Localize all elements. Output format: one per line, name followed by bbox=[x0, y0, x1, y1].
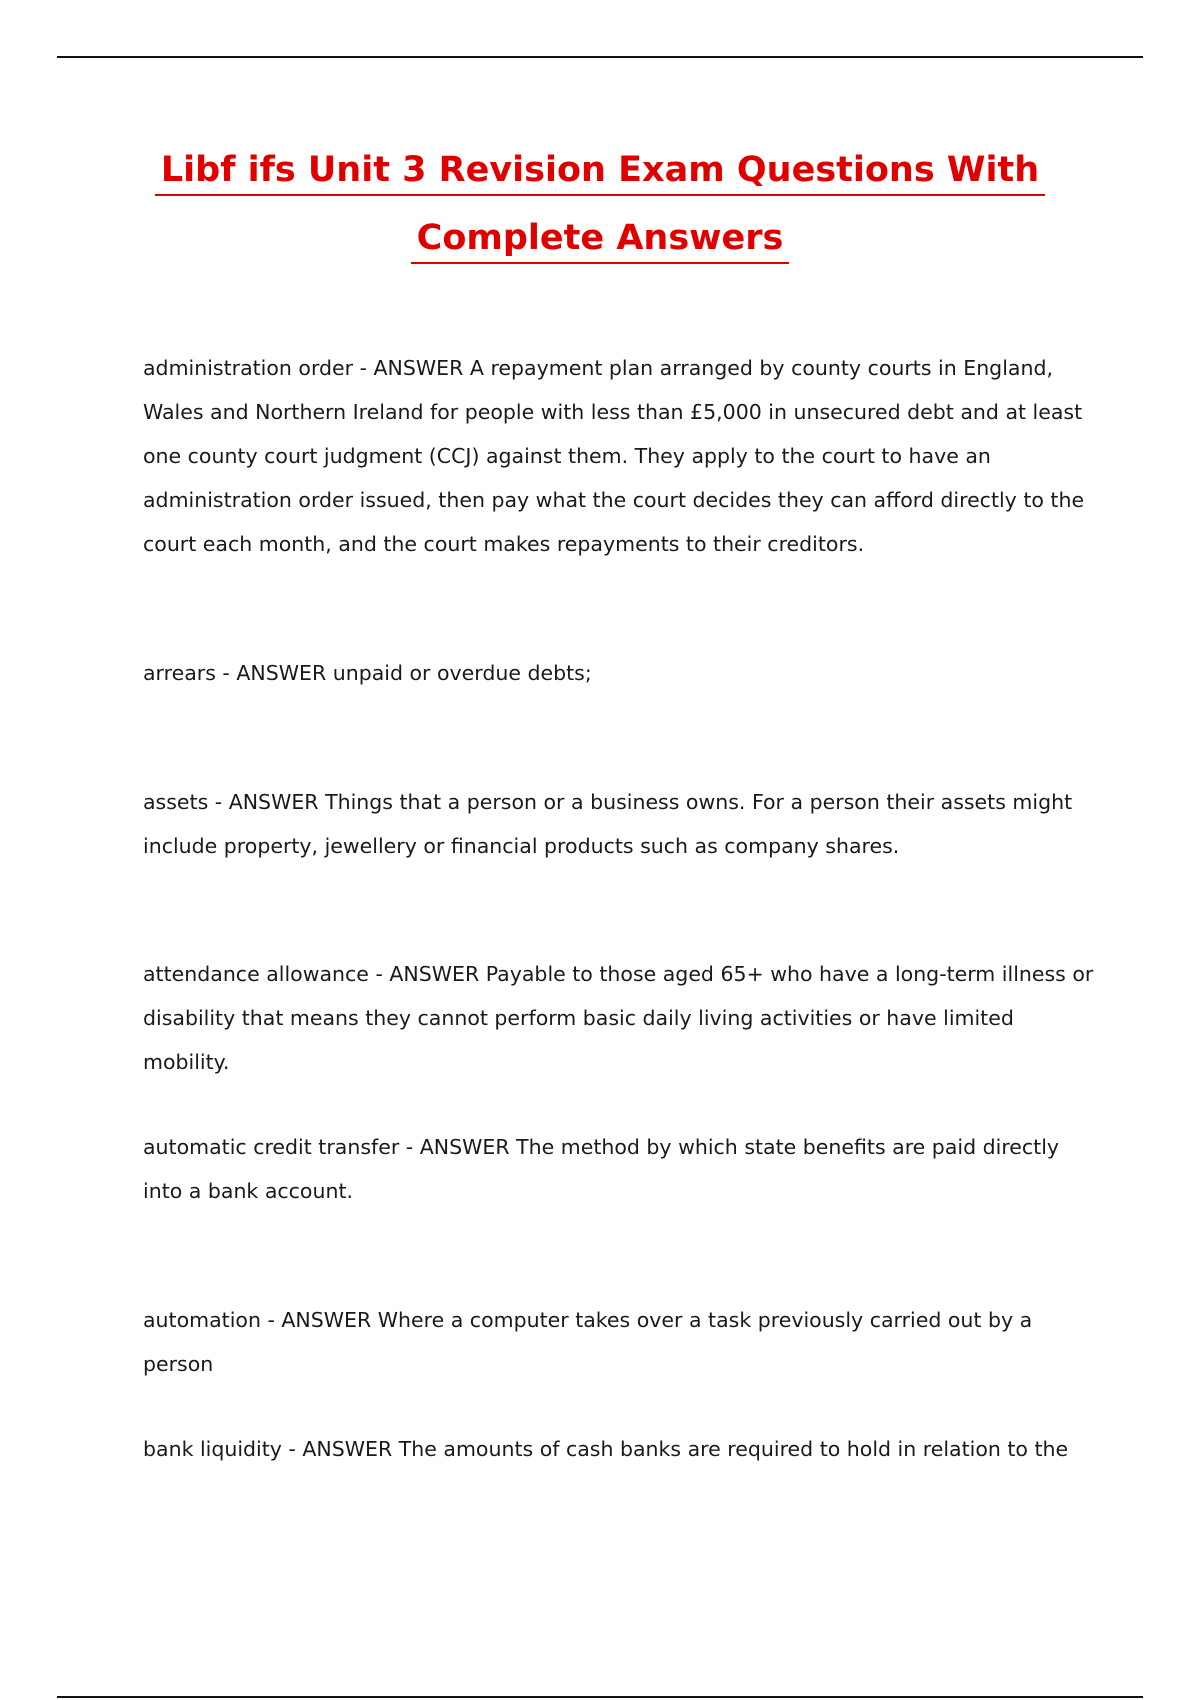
header-rule bbox=[57, 56, 1143, 58]
glossary-entry-arrears bbox=[143, 651, 1103, 695]
title-line-2: Complete Answers bbox=[411, 214, 790, 264]
glossary-entry-bank-liquidity bbox=[143, 1427, 1103, 1471]
glossary-entry-administration-order bbox=[143, 346, 1103, 566]
entry-answer: unpaid or overdue debts; bbox=[332, 661, 592, 685]
footer-rule bbox=[57, 1696, 1143, 1698]
answer-label: ANSWER bbox=[373, 356, 464, 380]
entry-term: attendance allowance - bbox=[143, 962, 389, 986]
answer-label: ANSWER bbox=[228, 790, 319, 814]
entry-term: bank liquidity - bbox=[143, 1437, 302, 1461]
answer-label: ANSWER bbox=[389, 962, 480, 986]
answer-label: ANSWER bbox=[236, 661, 327, 685]
entry-term: administration order - bbox=[143, 356, 374, 380]
answer-label: ANSWER bbox=[419, 1135, 510, 1159]
document-title bbox=[100, 140, 1100, 276]
entry-term: assets - bbox=[143, 790, 229, 814]
entry-answer: The method by which state benefits are paid directly into a bank account. bbox=[143, 1135, 1060, 1203]
glossary-entry-attendance-allowance bbox=[143, 952, 1103, 1084]
entry-answer: A repayment plan arranged by county courts in England, Wales and Northern Ireland for people with less than £5,000 in unsecured debt and at least one county court judgment (CCJ) against them. They apply to the court to have an administration order issued, then pay what the court decides they can afford directly to the court each month, and the court makes repayments to their creditors. bbox=[143, 356, 1085, 556]
glossary-entry-assets bbox=[143, 780, 1103, 868]
glossary-entry-automatic-credit-transfer bbox=[143, 1125, 1103, 1213]
answer-label: ANSWER bbox=[302, 1437, 393, 1461]
entry-term: automatic credit transfer - bbox=[143, 1135, 420, 1159]
entry-term: arrears - bbox=[143, 661, 236, 685]
answer-label: ANSWER bbox=[281, 1308, 372, 1332]
glossary-entry-automation bbox=[143, 1298, 1103, 1386]
entry-answer: Things that a person or a business owns. For a person their assets might include property, jewellery or financial products such as company shares. bbox=[143, 790, 1073, 858]
entry-answer: Payable to those aged 65+ who have a long-term illness or disability that means they cannot perform basic daily living activities or have limited mobility. bbox=[143, 962, 1094, 1074]
entry-term: automation - bbox=[143, 1308, 281, 1332]
title-line-1: Libf ifs Unit 3 Revision Exam Questions With bbox=[155, 146, 1045, 196]
entry-answer: The amounts of cash banks are required to hold in relation to the bbox=[398, 1437, 1069, 1461]
entry-answer: Where a computer takes over a task previously carried out by a person bbox=[143, 1308, 1033, 1376]
